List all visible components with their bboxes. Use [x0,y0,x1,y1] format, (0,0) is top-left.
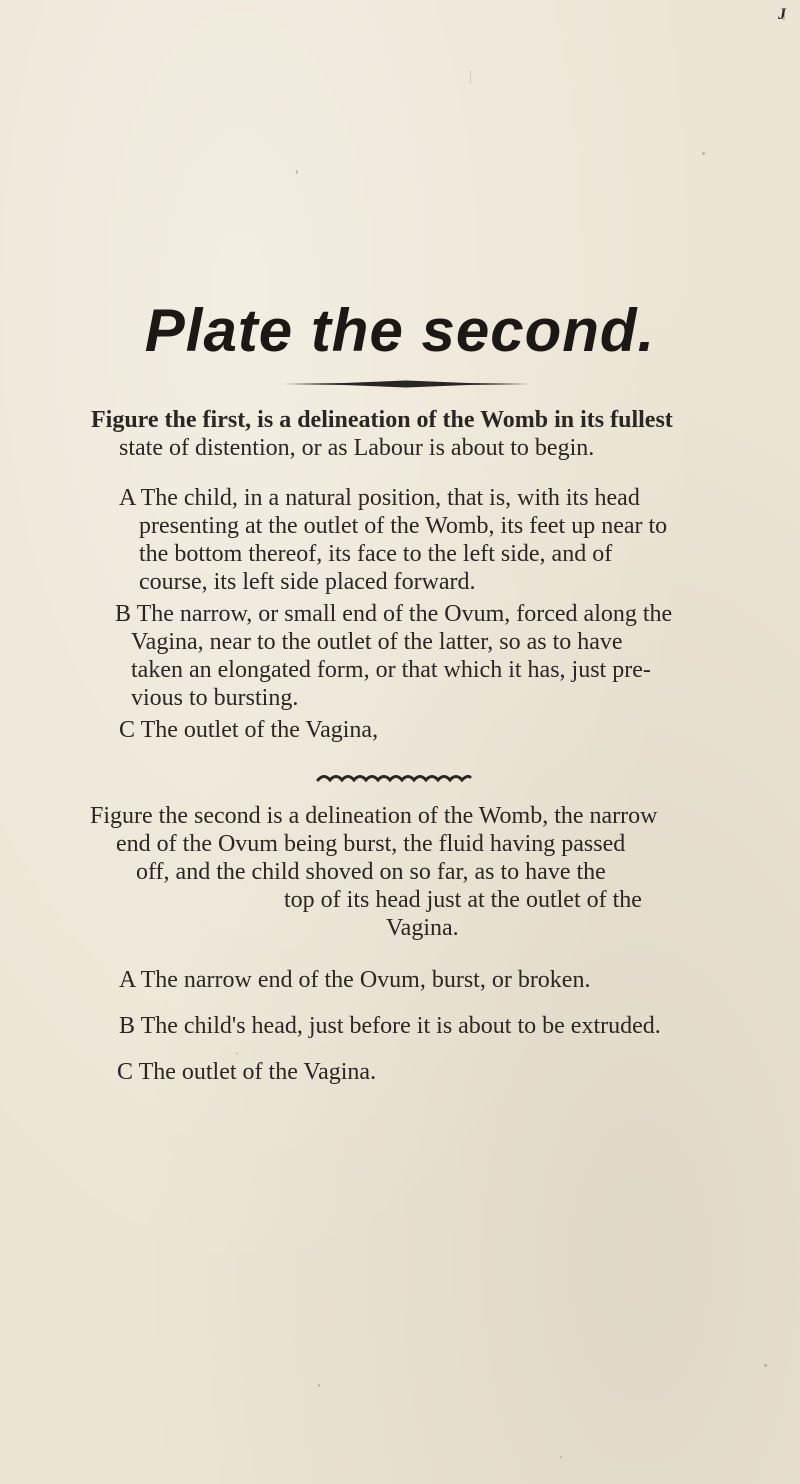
section-ornament [316,772,472,784]
text-line: C The outlet of the Vagina. [117,1059,377,1085]
text-line: end of the Ovum being burst, the fluid having passed [116,831,626,857]
paper-speck [560,1456,562,1458]
text-line: C The outlet of the Vagina, [119,717,379,743]
paper-speck [702,152,705,155]
figure2-item-c [117,1058,376,1086]
text-line: A The child, in a natural position, that is, with its head [119,485,640,511]
text-line: B The narrow, or small end of the Ovum, forced along the [115,601,673,627]
title-rule [284,380,529,388]
text-line: course, its left side placed forward. [139,569,476,595]
text-line: B The child's head, just before it is about to be extruded. [119,1013,661,1039]
figure1-item-a [119,484,667,596]
page-title: Plate the second. [144,297,656,364]
text-line: presenting at the outlet of the Womb, its feet up near to [139,513,668,539]
text-line: A The narrow end of the Ovum, burst, or broken. [119,967,591,993]
figure2-item-a [119,966,590,994]
figure2-item-b [119,1012,661,1040]
figure1-intro [91,406,673,462]
text-line: Vagina, near to the outlet of the latter, so as to have [131,629,623,655]
text-line: top of its head just at the outlet of the [284,887,642,913]
paper-speck [236,1052,238,1055]
text-line: off, and the child shoved on so far, as to have the [136,859,606,885]
figure1-item-b [115,600,672,712]
text-line: Figure the first, is a delineation of the Womb in its fullest [91,407,673,433]
figure1-item-c [119,716,378,744]
corner-mark: J [778,6,786,23]
paper-speck [764,1364,767,1367]
text-line: taken an elongated form, or that which it has, just pre- [131,657,651,683]
text-line: Vagina. [386,915,459,941]
text-line: Figure the second is a delineation of the Womb, the narrow [90,803,658,829]
text-line: the bottom thereof, its face to the left side, and of [139,541,613,567]
figure2-intro [90,802,657,942]
text-line: vious to bursting. [131,685,299,711]
text-line: state of distention, or as Labour is about to begin. [119,435,595,461]
paper-speck [296,170,298,174]
paper-speck [470,70,471,84]
paper-speck [318,1384,320,1387]
